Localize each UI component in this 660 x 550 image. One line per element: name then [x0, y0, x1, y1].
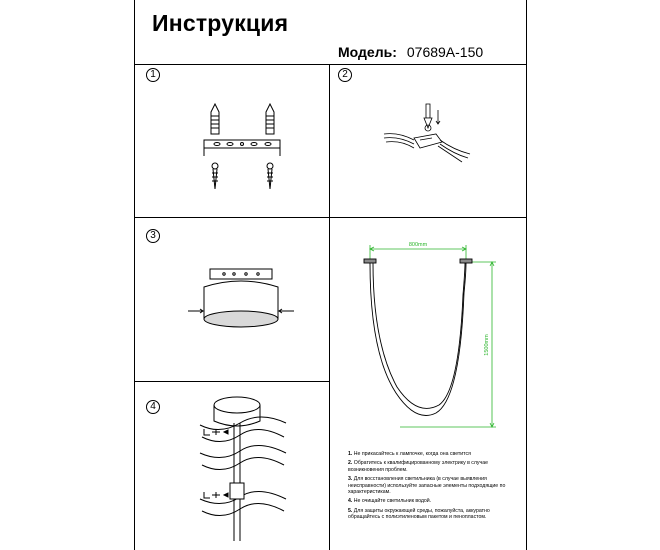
grid-divider-lower-left — [134, 381, 329, 382]
height-dimension-label: 1500mm — [484, 334, 490, 356]
note-item: 4. Не очищайте светильник водой. — [348, 498, 432, 505]
ceiling-bracket-with-screws-icon — [190, 100, 290, 200]
note-item: 2. Обратитесь к квалифицированному электрику в случае возникновения проблем. — [348, 460, 488, 473]
step-1-number: 1 — [146, 68, 160, 82]
note-item: 3. Для восстановления светильника (в случае выявления неисправности) используйте запасные элементы подходящие по характеристикам. — [348, 476, 506, 496]
step-2-number: 2 — [338, 68, 352, 82]
grid-divider-middle — [134, 217, 527, 218]
grid-divider-vertical — [329, 64, 330, 550]
note-item: 5. Для защиты окружающей среды, пожалуйста, аккуратно обращайтесь с полиэтиленовым пакетом и пенопластом. — [348, 507, 490, 521]
note-item: 1. Не прикасайтесь к лампочке, когда она светится — [348, 451, 471, 457]
model-number: 07689A-150 — [406, 44, 484, 60]
dimension-drawing — [340, 235, 510, 435]
width-dimension-label: 800mm — [408, 242, 428, 248]
model-label: Модель: — [338, 44, 397, 60]
step-4-number: 4 — [146, 400, 160, 414]
wire-terminal-connection-icon — [380, 100, 480, 180]
canopy-mounting-icon — [186, 265, 296, 335]
step-3-number: 3 — [146, 229, 160, 243]
page-title: Инструкция — [152, 10, 289, 36]
cable-suspension-adjustment-icon — [198, 395, 288, 545]
grid-divider-top — [134, 64, 527, 65]
model-line — [338, 44, 483, 60]
safety-notes — [348, 451, 523, 524]
